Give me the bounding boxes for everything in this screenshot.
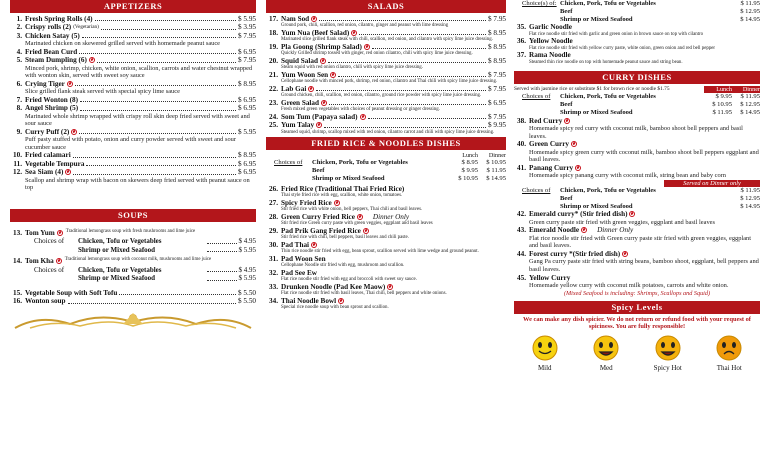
- noodle-list: [514, 23, 760, 65]
- item-number: 7.: [16, 95, 22, 104]
- option-price: $ 14.95: [486, 175, 506, 182]
- item-name: Pad Prik Gang Fried Rice: [281, 226, 361, 235]
- menu-item: [266, 71, 506, 85]
- spicy-icon: [338, 298, 344, 304]
- item-description: Marinated whole shrimp wrapped with crispy roll skin deep fried served with sweet and sour sauce: [25, 112, 250, 128]
- menu-item: [10, 96, 256, 104]
- item-name: Rama Noodle: [529, 51, 571, 60]
- spicy-icon: [57, 230, 63, 236]
- menu-item: [514, 226, 760, 250]
- spicy-level-label: Thai Hot: [716, 364, 742, 373]
- item-number: 11.: [13, 159, 22, 168]
- option-name: Shrimp or Mixed Seafood: [312, 175, 385, 182]
- item-extra: Dinner Only: [372, 212, 410, 221]
- spicy-icon: [308, 86, 314, 92]
- item-description: Homemade yellow curry with coconut milk potatoes, carrots and white onion.: [529, 281, 729, 289]
- spicy-icon: [320, 58, 326, 64]
- menu-item: [266, 227, 506, 241]
- item-description: Thai style fried rice with egg, scallion, white onion, tomatoes.: [281, 193, 403, 199]
- spicy-level-2: [646, 334, 690, 372]
- option-row: [514, 101, 760, 109]
- item-name: Green Salad: [281, 99, 320, 107]
- item-number: 35.: [517, 23, 526, 32]
- item-description: Stir fried rice with white onion, bell peppers, Thai chili and basil leaves.: [281, 207, 423, 213]
- item-number: 36.: [517, 37, 526, 46]
- item-price: $ 7.95: [238, 56, 256, 65]
- item-name: Pad Woon Sen: [281, 254, 326, 263]
- option-price: $ 14.95: [740, 108, 760, 116]
- menu-item: [10, 48, 256, 56]
- spicy-level-1: [584, 334, 628, 372]
- item-name: Red Curry: [529, 116, 563, 125]
- item-description: Flat rice noodle stir fried with yellow curry paste, white onion, green onion and red bell pepper: [529, 45, 716, 51]
- menu-item: [514, 140, 760, 164]
- item-description: Flat rice noodle stir fried with garlic and green onion in brown sauce on top with cilantro: [529, 31, 704, 37]
- spicy-icon: [363, 228, 369, 234]
- spicy-note: We can make any dish spicier. We do not return or refund food with your request of spiciness. You are fully responsible!: [523, 315, 751, 330]
- curry-dinner-options: [514, 187, 760, 210]
- item-price: $ 7.95: [488, 85, 506, 93]
- item-price: $ 8.95: [488, 43, 506, 51]
- menu-item: [266, 199, 506, 213]
- gold-ornament: [10, 310, 256, 332]
- menu-item: [266, 297, 506, 311]
- choices-label: Choices of: [522, 186, 551, 194]
- option-price: $ 10.95: [458, 175, 478, 182]
- item-name: Steam Dumpling (6): [25, 56, 87, 65]
- item-price: $ 7.95: [488, 113, 506, 121]
- item-name: Crying Tiger: [25, 79, 65, 88]
- salads-list: [266, 15, 506, 135]
- item-name: Curry Puff (2): [25, 127, 70, 136]
- item-number: 27.: [269, 198, 278, 207]
- option-row: [514, 187, 760, 195]
- spicy-icon: [65, 169, 71, 175]
- choices-label: [514, 16, 560, 24]
- choices-label: Choice(s) of:: [522, 0, 557, 7]
- option-row: [514, 8, 760, 16]
- option-price: $ 8.95: [461, 159, 478, 167]
- spicy-icon: [564, 118, 570, 124]
- item-number: 24.: [269, 113, 278, 121]
- menu-item: [266, 269, 506, 283]
- item-price: $ 6.95: [238, 47, 256, 56]
- item-name: Squid Salad: [281, 57, 318, 65]
- menu-item: [266, 43, 506, 57]
- menu-item: [514, 51, 760, 65]
- item-name: Chicken Satay (5): [25, 31, 80, 40]
- item-description: Special rice noodle soup with bean sprout and scallion.: [281, 305, 389, 311]
- item-description: Steam squid with red onion cilantro, chili with spicy lime juice dressing.: [281, 65, 423, 71]
- item-description: Homemade spicy green curry with coconut milk, bamboo shoot bell peppers eggplant and basil leaves.: [529, 148, 759, 164]
- item-name: Nam Sod: [281, 15, 310, 23]
- item-name: Vegetable Tempura: [25, 159, 85, 168]
- item-name: Som Tum (Papaya salad): [281, 113, 358, 121]
- menu-item: [266, 121, 506, 135]
- item-number: 20.: [269, 57, 278, 65]
- item-name: Forest curry *(Stir fried dish): [529, 249, 621, 258]
- column-curry: Choice(s) of: Chicken, Pork, Tofu or Vegetables $ 11.95 Beef $ 12.95 Shrimp or Mixed Seafood $ 14.95 35. Garlic Noodle Flat rice noodle stir fried with garlic and green onion in brown sauce on top with cilantro 36. Yellow Noodle Flat rice noodle stir fried with yellow curry paste, white onion, green onion and red bell pepper 37. Rama Noodle Steamed thin rice noodle on top with homemade peanut sauce and string bean. CURRY DISHES Served with jasmine rice or substitute $1 for brown rice or noodle $1.75 Lunch Dinner Choices of Chicken, Pork, Tofu or Vegetables $ 9.95 $ 11.95 Beef $ 10.95 $ 12.95 Shrimp or Mixed Seafood $ 11.95 $ 14.95 38. Red Curry Homemade spicy red curry with coconut milk, bamboo shoot bell peppers and basil leaves. 40. Green Curry Homemade spicy green curry with coconut milk, bamboo shoot bell peppers eggplant and basil leaves. 41. Panang Curry Homemade spicy panang curry with coconut milk, string bean and baby corn Served on Dinner only Choices of Chicken, Pork, Tofu or Vegetables $ 11.95 Beef $ 12.95 Shrimp or Mixed Seafood $ 14.95 42. Emerald curry* (Stir fried dish) Green curry paste stir fried with green veggies, eggplant and basil leaves 43. Emerald Noodle Dinner Only Flat rice noodle stir fried with Green curry paste stir fried with green veggies, eggplant and basil leaves. 44. Forest curry *(Stir fried dish) Gang Pa curry paste stir fried with string beans, bamboo shoot, eggplant, bell peppers and basil leaves. 45. Yellow Curry Homemade yellow curry with coconut milk potatoes, carrots and white onion. (Mixed Seafood is including: Shrimps, Scallops and Squid) Spicy Levels We can make any dish spicier. We do not return or refund food with your request of spiciness. You are fully responsible! Mild Med Spicy Hot Thai Hot: [514, 0, 760, 373]
- item-number: 9.: [16, 127, 22, 136]
- option-name: Chicken, Pork, Tofu or Vegetables: [560, 186, 656, 194]
- item-description: Stir fried rice with chili, bell peppers, basil leaves and chili paste.: [281, 235, 409, 241]
- spicy-icon: [571, 141, 577, 147]
- item-price: $ 6.95: [488, 99, 506, 107]
- item-number: 42.: [517, 210, 526, 219]
- item-price: $ 7.95: [488, 71, 506, 79]
- spicy-icon: [575, 165, 581, 171]
- item-price: $ 9.95: [488, 121, 506, 130]
- item-number: 33.: [269, 282, 278, 291]
- tom-kha-name: Tom Kha: [25, 257, 54, 266]
- item-description: Marinated chicken on skewered grilled served with homemade peanut sauce: [25, 40, 221, 48]
- spicy-icon: [330, 72, 336, 78]
- item-extra: Dinner Only: [597, 226, 634, 235]
- face-icon: [715, 334, 743, 362]
- item-description: Fresh mixed green vegetables with choices of peanut dressing or ginger dressing.: [281, 107, 440, 113]
- appetizers-header: APPETIZERS: [10, 0, 256, 13]
- item-description: Cellophane Noodle stir fried with egg, mushroom and scallion.: [281, 263, 405, 269]
- spicy-icon: [67, 81, 73, 87]
- menu-item: [266, 283, 506, 297]
- item-name: Green Curry: [529, 140, 569, 149]
- spicy-level-label: Med: [599, 364, 613, 373]
- option-price: $ 9.95: [461, 167, 478, 175]
- option-row: [266, 175, 506, 183]
- spicy-level-label: Spicy Hot: [653, 364, 682, 373]
- option-row: [514, 16, 760, 24]
- option-name: Chicken, Pork, Tofu or Vegetables: [312, 159, 408, 167]
- choices-label: [514, 109, 560, 117]
- choices-label: [514, 203, 560, 211]
- item-price: $ 5.95: [238, 127, 256, 136]
- spicy-icon: [364, 44, 370, 50]
- item-name: Angel Shrimp (5): [25, 104, 79, 113]
- item-price: $ 3.95: [238, 23, 256, 32]
- soups-header: SOUPS: [10, 209, 256, 222]
- item-number: 18.: [269, 29, 278, 37]
- item-number: 30.: [269, 240, 278, 249]
- choices-label: [266, 175, 312, 183]
- item-number: 43.: [517, 226, 526, 235]
- item-name: Yellow Noodle: [529, 37, 573, 46]
- menu-item: [10, 80, 256, 96]
- option-price: $ 12.95: [740, 101, 760, 109]
- item-name: Lab Gai: [281, 85, 307, 93]
- option-row: [266, 159, 506, 167]
- item-name: Fried Bean Curd: [25, 47, 78, 56]
- item-description: Flat rice noodle stir fried with basil leaves, Thai chili, bell peppers and white onions.: [281, 291, 447, 297]
- item-note: (Vegetarian): [73, 24, 99, 31]
- tom-yum-item: 13. Tom Yum Traditional lemongrass soup with fresh mushrooms and lime juice Choices of Chicken, Tofu or Vegetables $ 4.95 Shrimp or Mixed Seafood $ 5.95: [13, 228, 256, 254]
- spicy-faces: [514, 334, 760, 372]
- item-description: Gang Pa curry paste stir fried with string beans, bamboo shoot, eggplant, bell peppers and basil leaves.: [529, 258, 759, 273]
- option-row: [266, 167, 506, 175]
- item-description: Green curry paste stir fried with green veggies, eggplant and basil leaves: [529, 218, 715, 226]
- item-price: $ 6.95: [238, 95, 256, 104]
- option-name: Beef: [560, 7, 573, 15]
- item-number: 12.: [13, 168, 22, 177]
- spicy-icon: [71, 129, 77, 135]
- spicy-icon: [321, 100, 327, 106]
- item-description: Quickly Grilled shrimp tossed with ginger, red onion cilantro, chili with spicy lime juice dressing.: [281, 51, 473, 57]
- menu-item: [514, 164, 760, 180]
- option-row: [514, 0, 760, 8]
- spicy-icon: [89, 57, 95, 63]
- item-name: Panang Curry: [529, 163, 574, 172]
- item-description: Flat rice noodle stir fried with egg and broccoli with sweet soy sauce.: [281, 277, 417, 283]
- item-number: 2.: [16, 23, 22, 32]
- option-price: $ 14.95: [740, 15, 760, 23]
- item-description: Steamed squid, shrimp, scallop mixed with red onion, cilantro carrot and chili with spicy lime juice dressing.: [281, 129, 495, 135]
- item-number: 21.: [269, 71, 278, 79]
- item-description: Homemade spicy panang curry with coconut milk, string bean and baby corn: [529, 172, 726, 180]
- menu-item: [10, 128, 256, 152]
- item-price: $ 8.95: [238, 79, 256, 88]
- item-name: Fresh Spring Rolls (4): [25, 15, 93, 23]
- column-appetizers-soups: [10, 0, 256, 332]
- choices-label: [266, 167, 312, 175]
- tom-yum-name: Tom Yum: [25, 228, 55, 237]
- item-description: Minced pork, shrimp, chicken, white onion, scallion, carrots and water chestnut wrapped with wonton skin, served with sweet soy sauce: [25, 64, 253, 80]
- item-price: $ 7.95: [238, 31, 256, 40]
- menu-item: [514, 210, 760, 226]
- spicy-icon: [311, 242, 317, 248]
- item-number: 31.: [269, 254, 278, 263]
- item-number: 5.: [16, 56, 22, 65]
- item-price: $ 8.95: [488, 29, 506, 37]
- spicy-icon: [581, 227, 587, 233]
- curry-options: [514, 93, 760, 116]
- curry-list-b: [514, 210, 760, 289]
- item-name: Fried Wonton (8): [25, 95, 78, 104]
- item-description: Flat rice noodle stir fried with Green curry paste stir fried with green veggies, eggplant and basil leaves.: [529, 234, 752, 250]
- option-name: Beef: [560, 194, 573, 202]
- item-description: Homemade spicy red curry with coconut milk, bamboo shoot bell peppers and basil leaves.: [529, 125, 743, 140]
- option-price: $ 12.95: [740, 7, 760, 15]
- item-name: Pla Goong (Shrimp Salad): [281, 43, 362, 51]
- salads-header: SALADS: [266, 0, 506, 13]
- option-row: [514, 195, 760, 203]
- choices-label: Choices of: [274, 159, 303, 167]
- item-description: Cellophane noodle with minced pork, shrimp, red onion, cilantro and Thai chili with spicy lime juice dressing.: [281, 79, 498, 85]
- face-icon: [531, 334, 559, 362]
- spicy-level-label: Mild: [537, 364, 552, 373]
- item-number: 41.: [517, 163, 526, 172]
- mixed-seafood-note: (Mixed Seafood is including: Shrimps, Scallops and Squid): [563, 289, 711, 297]
- item-name: Pad Thai: [281, 240, 310, 249]
- item-price: $ 6.95: [238, 168, 256, 177]
- spicy-icon: [334, 200, 340, 206]
- item-number: 25.: [269, 121, 278, 130]
- option-price: $ 14.95: [740, 202, 760, 210]
- menu-item: [10, 56, 256, 80]
- item-name: Garlic Noodle: [529, 23, 572, 32]
- item-name: Yum Nua (Beef Salad): [281, 29, 350, 37]
- option-name: Shrimp or Mixed Seafood: [560, 202, 633, 210]
- menu-item: [266, 29, 506, 43]
- soup-item: 16. Wonton soup $ 5.50: [13, 297, 256, 306]
- menu-item: [266, 241, 506, 255]
- noodle-options: [514, 0, 760, 23]
- item-number: 38.: [517, 116, 526, 125]
- item-price: $ 8.95: [488, 57, 506, 65]
- menu-item: [266, 99, 506, 113]
- option-name: Chicken, Pork, Tofu or Vegetables: [560, 0, 656, 7]
- curry-header: CURRY DISHES: [514, 71, 760, 84]
- item-number: 10.: [13, 151, 22, 160]
- item-description: Puff pasty stuffed with potato, onion and curry powder served with sweet and sour cucumber sauce: [25, 136, 236, 151]
- option-price: $ 11.95: [740, 0, 760, 7]
- menu-item: [266, 15, 506, 29]
- item-description: Steamed thin rice noodle on top with homemade peanut sauce and string bean.: [529, 59, 683, 65]
- item-name: Yellow Curry: [529, 273, 571, 282]
- item-name: Emerald Noodle: [529, 226, 580, 235]
- item-name: Emerald curry* (Stir fried dish): [529, 210, 628, 219]
- appetizers-list: [10, 15, 256, 192]
- choices-label: Choices of: [522, 93, 551, 101]
- item-number: 19.: [269, 43, 278, 51]
- spicy-icon: [360, 114, 366, 120]
- item-number: 3.: [16, 31, 22, 40]
- option-row: [514, 109, 760, 117]
- item-description: Marinated slice grilled flank steak with chili, scallion, red onion, and cilantro with spicy lime juice dressing.: [281, 37, 493, 43]
- option-price: $ 11.95: [486, 167, 506, 175]
- face-icon: [654, 334, 682, 362]
- option-name: Shrimp or Mixed Seafood: [560, 15, 633, 23]
- spicy-icon: [311, 16, 317, 22]
- menu-item: [10, 15, 256, 23]
- option-price: $ 10.95: [486, 159, 506, 167]
- menu-item: [266, 255, 506, 269]
- option-price: $ 11.95: [740, 186, 760, 194]
- menu-item: [266, 57, 506, 71]
- menu-item: [514, 250, 760, 274]
- menu-item: [10, 104, 256, 128]
- item-name: Sea Siam (4): [25, 168, 64, 177]
- item-price: $ 5.95: [238, 15, 256, 23]
- item-price: $ 7.95: [488, 15, 506, 23]
- item-number: 4.: [16, 47, 22, 56]
- choices-label: [514, 101, 560, 109]
- fried-options: [266, 159, 506, 182]
- spicy-icon: [622, 251, 628, 257]
- item-number: 22.: [269, 85, 278, 93]
- item-name: Crispy rolls (2): [25, 23, 72, 32]
- item-number: 45.: [517, 273, 526, 282]
- item-name: Thai Noodle Bowl: [281, 296, 337, 305]
- option-name: Shrimp or Mixed Seafood: [560, 108, 633, 116]
- menu-item: [514, 23, 760, 37]
- choices-label: [514, 8, 560, 16]
- menu-item: [514, 37, 760, 51]
- column-salads-fried: SALADS 17. Nam Sod $ 7.95 Ground pork, chili, scallion, red onion, cilantro, ginger and peanut with lime dressing 18. Yum Nua (Beef Salad) $ 8.95 Marinated slice grilled flank steak with chili, scallion, red onion, and cilantro with spicy lime juice dressing. 19. Pla Goong (Shrimp Salad) $ 8.95 Quickly Grilled shrimp tossed with ginger, red onion cilantro, chili with spicy lime juice dressing. 20. Squid Salad $ 8.95 Steam squid with red onion cilantro, chili with spicy lime juice dressing. 21. Yum Woon Sen $ 7.95 Cellophane noodle with minced pork, shrimp, red onion, cilantro and Thai chili with spicy lime juice dressing. 22. Lab Gai $ 7.95 Ground chicken, chili, scallion, red onion, cilantro, ground rice powder with spicy lime juice dressing. 23. Green Salad $ 6.95 Fresh mixed green vegetables with choices of peanut dressing or ginger dressing. 24. Som Tum (Papaya salad) $ 7.95 25. Yum Talay $ 9.95 Steamed squid, shrimp, scallop mixed with red onion, cilantro carrot and chili with spicy lime juice dressing. FRIED RICE & NOODLES DISHES Lunch Dinner Choices of Chicken, Pork, Tofu or Vegetables $ 8.95 $ 10.95 Beef $ 9.95 $ 11.95 Shrimp or Mixed Seafood $ 10.95 $ 14.95 26. Fried Rice (Traditional Thai Fried Rice) Thai style fried rice with egg, scallion, white onion, tomatoes. 27. Spicy Fried Rice Stir fried rice with white onion, bell peppers, Thai chili and basil leaves. 28. Green Curry Fried Rice Dinner Only Stir fried rice Green curry paste with green veggies, eggplant and basil leaves 29. Pad Prik Gang Fried Rice Stir fried rice with chili, bell peppers, basil leaves and chili paste. 30. Pad Thai Thin rice noodle stir fried with egg, bean sprout, scallion served with lime wedge and ground peanut. 31. Pad Woon Sen Cellophane Noodle stir fried with egg, mushroom and scallion. 32. Pad See Ew Flat rice noodle stir fried with egg and broccoli with sweet soy sauce. 33. Drunken Noodle (Pad Kee Maow) Flat rice noodle stir fried with basil leaves, Thai chili, bell peppers and white onions. 34. Thai Noodle Bowl Special rice noodle soup with bean sprout and scallion.: [266, 0, 506, 311]
- option-price: $ 11.95: [740, 93, 760, 101]
- menu-item: [10, 32, 256, 48]
- item-name: Drunken Noodle (Pad Kee Maow): [281, 282, 386, 291]
- item-price: $ 6.95: [238, 159, 256, 168]
- fried-header: FRIED RICE & NOODLES DISHES: [266, 137, 506, 150]
- tom-kha-item: 14. Tom Kha Traditional lemongrass soup with coconut milk, mushrooms and lime juice Choices of Chicken, Tofu or Vegetables $ 4.95 Shrimp or Mixed Seafood $ 5.95: [13, 257, 256, 283]
- item-name: Fried calamari: [25, 151, 71, 160]
- spicy-icon: [351, 30, 357, 36]
- menu-item: [10, 151, 256, 159]
- item-number: 32.: [269, 268, 278, 277]
- item-description: Scallop and shrimp wrap with bacon on skewers deep fried served with peanut sauce on top: [25, 176, 250, 192]
- spicy-level-3: [707, 334, 751, 372]
- curry-list-a: [514, 117, 760, 180]
- menu-item: [514, 117, 760, 141]
- item-name: Fried Rice (Traditional Thai Fried Rice): [281, 184, 405, 193]
- soup-item: 15. Vegetable Soup with Soft Tofu $ 5.50: [13, 289, 256, 297]
- choices-label: [514, 195, 560, 203]
- option-price: $ 10.95: [712, 101, 732, 109]
- item-number: 1.: [16, 15, 22, 23]
- menu-item: [266, 113, 506, 121]
- option-price: $ 12.95: [740, 194, 760, 202]
- item-price: $ 6.95: [238, 104, 256, 113]
- option-name: Beef: [560, 101, 573, 109]
- item-price: $ 8.95: [238, 151, 256, 160]
- item-number: 34.: [269, 296, 278, 305]
- item-number: 40.: [517, 140, 526, 149]
- item-number: 28.: [269, 212, 278, 221]
- menu-item: [10, 160, 256, 168]
- item-name: Pad See Ew: [281, 268, 317, 277]
- menu-item: [266, 85, 506, 99]
- item-name: Yum Woon Sen: [281, 71, 329, 79]
- item-name: Spicy Fried Rice: [281, 198, 332, 207]
- option-name: Beef: [312, 167, 325, 175]
- option-price: $ 9.95: [715, 93, 732, 101]
- spicy-icon: [387, 284, 393, 290]
- menu-item: [10, 23, 256, 31]
- spicy-levels-header: Spicy Levels: [514, 301, 760, 314]
- item-name: Green Curry Fried Rice: [281, 212, 355, 221]
- menu-item: [266, 213, 506, 227]
- item-number: 6.: [16, 79, 22, 88]
- face-icon: [592, 334, 620, 362]
- item-number: 17.: [269, 15, 278, 23]
- option-name: Chicken, Pork, Tofu or Vegetables: [560, 93, 656, 101]
- item-number: 8.: [16, 104, 22, 113]
- spicy-icon: [316, 122, 322, 128]
- item-number: 23.: [269, 99, 278, 107]
- option-row: [514, 203, 760, 211]
- item-description: Ground chicken, chili, scallion, red onion, cilantro, ground rice powder with spicy lime juice dressing.: [281, 93, 482, 99]
- option-row: [514, 93, 760, 101]
- item-number: 44.: [517, 249, 526, 258]
- item-number: 29.: [269, 226, 278, 235]
- option-price: $ 11.95: [712, 108, 732, 116]
- item-description: Slice grilled flank steak served with special spicy lime sauce: [25, 88, 180, 96]
- spicy-icon: [357, 214, 363, 220]
- item-number: 37.: [517, 51, 526, 60]
- spicy-icon: [629, 211, 635, 217]
- fried-list: [266, 185, 506, 311]
- dinner-only-bar: Served on Dinner only: [664, 180, 760, 187]
- item-description: Ground pork, chili, scallion, red onion, cilantro, ginger and peanut with lime dressing: [281, 23, 449, 29]
- menu-item: [266, 185, 506, 199]
- item-number: 26.: [269, 184, 278, 193]
- menu-item: [514, 274, 760, 290]
- item-description: Thin rice noodle stir fried with egg, bean sprout, scallion served with lime wedge and ground peanut.: [281, 249, 479, 255]
- item-description: Stir fried rice Green curry paste with green veggies, eggplant and basil leaves: [281, 221, 433, 227]
- menu-item: [10, 168, 256, 192]
- item-name: Yum Talay: [281, 121, 315, 130]
- spicy-level-0: [523, 334, 567, 372]
